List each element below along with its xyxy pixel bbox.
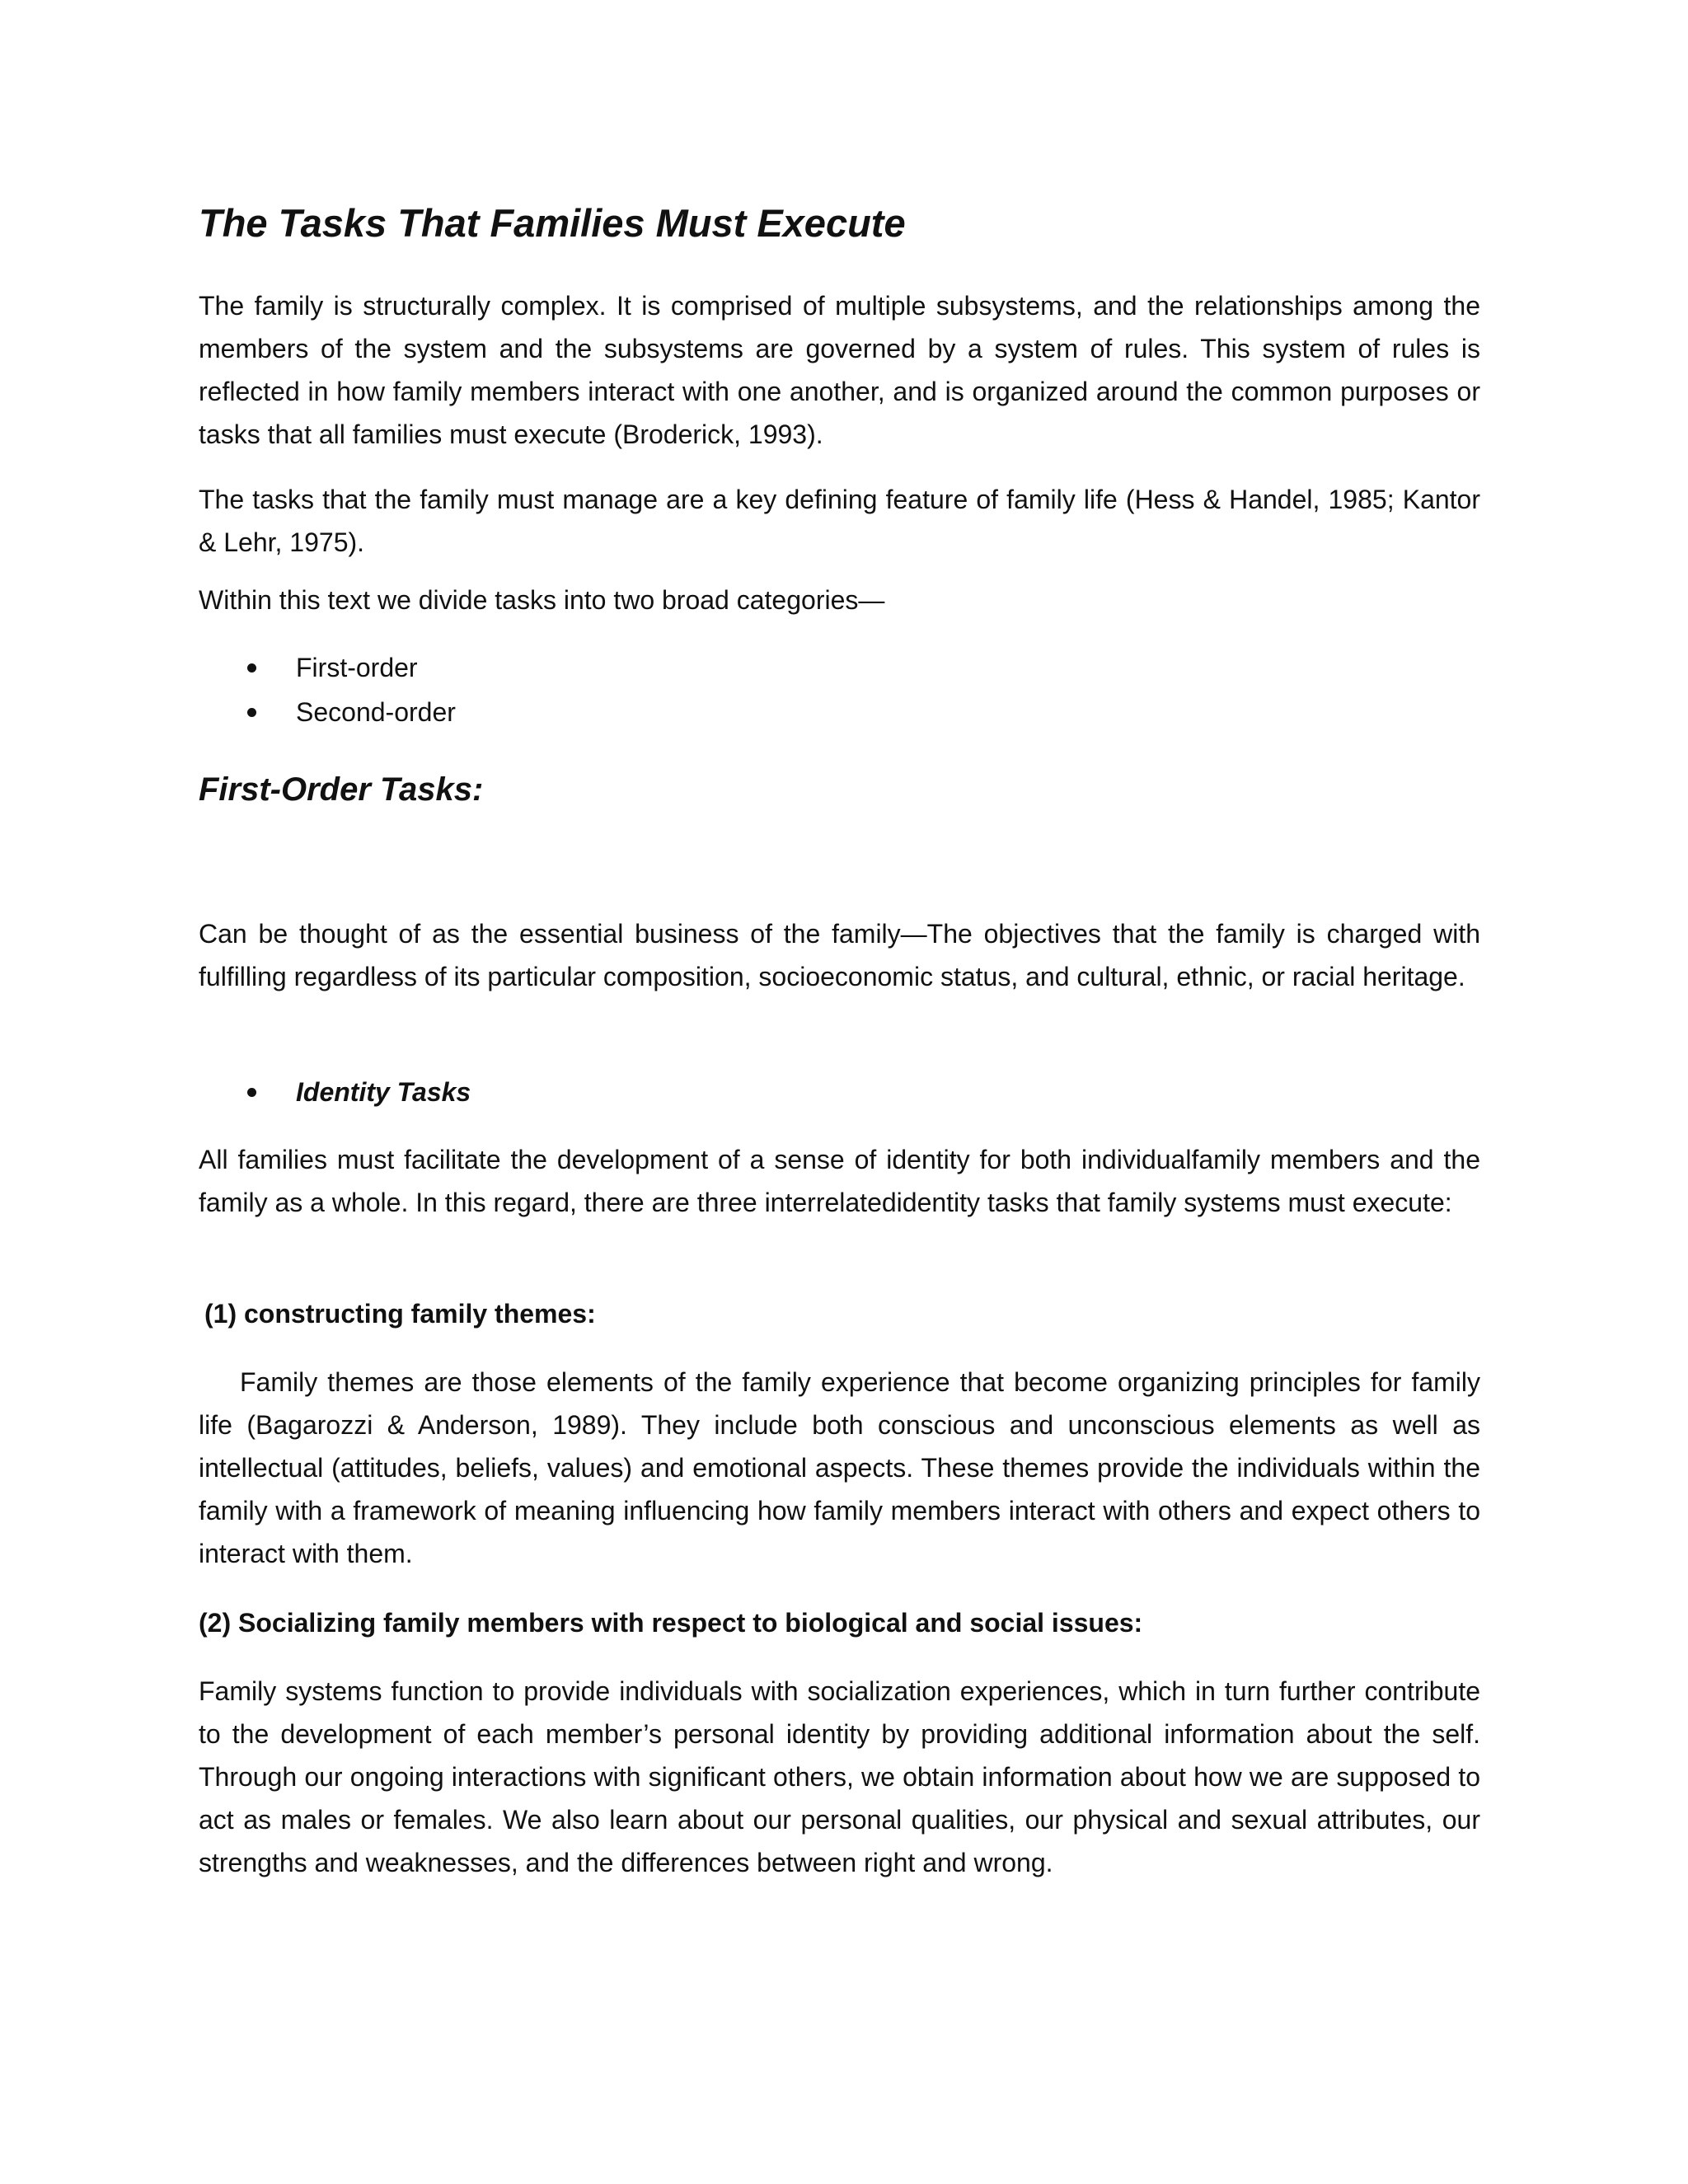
identity-paragraph: All families must facilitate the development of a sense of identity for both individualfamily members and the family as a whole. In this regard, there are three interrelatedidentity tasks that family systems must execute:	[199, 1145, 1480, 1217]
list-item-label: Second-order	[296, 697, 456, 727]
identity-tasks-label: Identity Tasks	[296, 1077, 471, 1107]
task-categories-list	[199, 645, 456, 734]
list-item	[199, 690, 456, 734]
bullet-icon	[247, 708, 256, 717]
intro-paragraph-3: Within this text we divide tasks into two broad categories—	[199, 585, 885, 615]
bullet-icon	[247, 663, 256, 673]
list-item	[199, 645, 456, 690]
subtask-2-text: Family systems function to provide individuals with socialization experiences, which in turn further contribute to the development of each member’s personal identity by providing additional information about the self. Through our ongoing interactions with significant others, we obtain information about how we are supposed to act as males or females. We also learn about our personal qualities, our physical and sexual attributes, our strengths and weaknesses, and the differences between right and wrong.	[199, 1676, 1480, 1877]
subtask-2-heading: (2) Socializing family members with respect to biological and social issues:	[199, 1608, 1143, 1638]
intro-paragraph-2: The tasks that the family must manage are a key defining feature of family life (Hess & Handel, 1985; Kantor & Lehr, 1975).	[199, 485, 1480, 557]
subtask-1-heading: (1) constructing family themes:	[204, 1299, 596, 1329]
first-order-description: Can be thought of as the essential business of the family—The objectives that the family is charged with fulfilling regardless of its particular composition, socioeconomic status, and cultural, ethnic, or racial heritage.	[199, 919, 1480, 991]
subtask-1-text: Family themes are those elements of the family experience that become organizing principles for family life (Bagarozzi & Anderson, 1989). They include both conscious and unconscious elements as well as intellectual (attitudes, beliefs, values) and emotional aspects. These themes provide the individuals within the family with a framework of meaning influencing how family members interact with others and expect others to interact with them.	[199, 1367, 1480, 1568]
first-order-heading: First-Order Tasks:	[199, 771, 484, 808]
list-item-label: First-order	[296, 653, 418, 682]
page-title: The Tasks That Families Must Execute	[199, 201, 906, 245]
list-item	[199, 1070, 471, 1114]
identity-tasks-list	[199, 1070, 471, 1114]
bullet-icon	[247, 1088, 256, 1097]
intro-paragraph-1: The family is structurally complex. It is comprised of multiple subsystems, and the relationships among the members of the system and the subsystems are governed by a system of rules. This system of rules is reflected in how family members interact with one another, and is organized around the common purposes or tasks that all families must execute (Broderick, 1993).	[199, 291, 1480, 449]
